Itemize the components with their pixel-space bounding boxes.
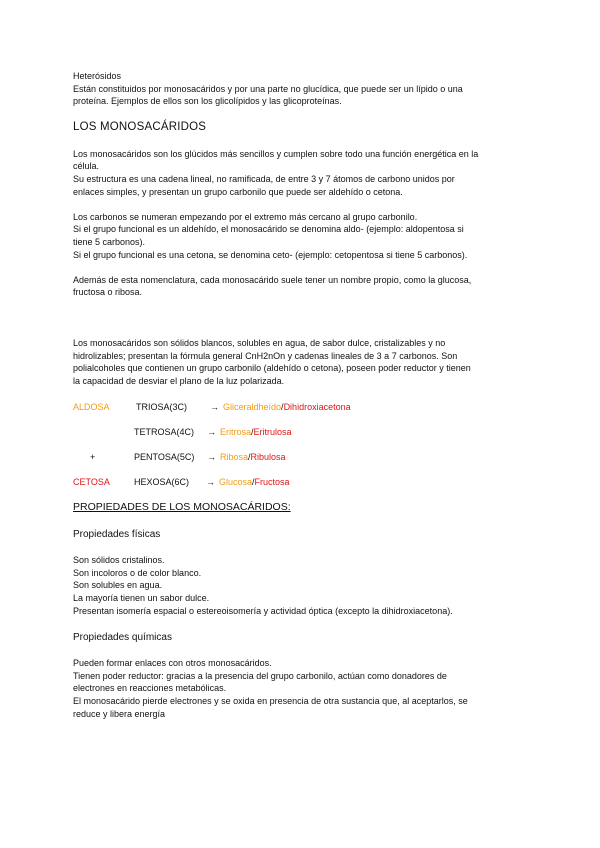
document-page — [73, 70, 533, 720]
arrow: → — [207, 452, 216, 463]
heterosidos-line: Están constituidos por monosacáridos y por una parte no glucídica, que puede ser un lípido o una — [73, 83, 463, 94]
example-a: Eritrosa — [220, 427, 252, 438]
text-line: Además de esta nomenclatura, cada monosacárido suele tener un nombre propio, como la glucosa, — [73, 274, 472, 285]
classification-row — [73, 426, 533, 438]
example-b: Fructosa — [254, 477, 290, 488]
text-line: enlaces simples, y presentan un grupo carbonilo que puede ser aldehído o cetona. — [73, 186, 403, 197]
separator: / — [281, 402, 284, 413]
list-item: La mayoría tienen un sabor dulce. — [73, 593, 210, 604]
paragraph-numeracion — [73, 211, 533, 261]
type-label: PENTOSA(5C) — [134, 452, 195, 463]
example-a: Gliceraldheído — [223, 402, 282, 413]
example-b: Dihidroxiacetona — [283, 402, 351, 413]
paragraph-caracteristicas — [73, 337, 533, 387]
text-line: Si el grupo funcional es una cetona, se denomina ceto- (ejemplo: cetopentosa si tiene 5 carbonos). — [73, 249, 468, 260]
arrow: → — [210, 402, 219, 413]
text-line: hidrolizables; presentan la fórmula general CnH2nOn y cadenas lineales de 3 a 7 carbonos. Son — [73, 350, 458, 361]
text-line: célula. — [73, 161, 100, 172]
section-title-monosacaridos: LOS MONOSACÁRIDOS — [73, 120, 207, 133]
separator: / — [248, 452, 251, 463]
text-line: Los monosacáridos son los glúcidos más sencillos y cumplen sobre todo una función energética en la — [73, 148, 479, 159]
section-title-propiedades: PROPIEDADES DE LOS MONOSACÁRIDOS: — [73, 501, 291, 514]
paragraph-definicion — [73, 148, 533, 198]
list-item: reduce y libera energía — [73, 708, 166, 719]
list-item: Tienen poder reductor: gracias a la presencia del grupo carbonilo, actúan como donadores de — [73, 670, 447, 681]
arrow: → — [207, 427, 216, 438]
heterosidos-title: Heterósidos — [73, 71, 122, 81]
text-line: polialcoholes que contienen un grupo carbonilo (aldehído o cetona), poseen poder reductor y tienen — [73, 363, 471, 374]
text-line: Su estructura es una cadena lineal, no ramificada, de entre 3 y 7 átomos de carbono unidos por — [73, 173, 455, 184]
classification-row — [73, 451, 533, 463]
list-item: Presentan isomería espacial o estereoisomería y actividad óptica (excepto la dihidroxiacetona). — [73, 605, 453, 616]
example-a: Ribosa — [220, 452, 249, 463]
example-a: Glucosa — [219, 477, 253, 488]
text-line: Si el grupo funcional es un aldehído, el monosacárido se denomina aldo- (ejemplo: aldopentosa si — [73, 224, 464, 235]
list-item: Son solubles en agua. — [73, 580, 163, 591]
classification-row — [73, 476, 533, 488]
list-item: Son incoloros o de color blanco. — [73, 567, 202, 578]
text-line: la capacidad de desviar el plano de la luz polarizada. — [73, 375, 285, 386]
classification-row — [73, 401, 533, 413]
list-item: electrones en reacciones metabólicas. — [73, 683, 227, 694]
subtitle-quimicas: Propiedades químicas — [73, 632, 172, 644]
label-plus: + — [90, 452, 96, 463]
subtitle-fisicas: Propiedades físicas — [73, 529, 161, 541]
classification-table — [73, 401, 533, 488]
list-quimicas — [73, 657, 533, 720]
list-item: Pueden formar enlaces con otros monosacáridos. — [73, 658, 272, 669]
label-cetosa: CETOSA — [73, 477, 110, 488]
separator: / — [251, 427, 254, 438]
heterosidos-line: proteína. Ejemplos de ellos son los glicolípidos y las glicoproteínas. — [73, 96, 342, 107]
text-line: Los carbonos se numeran empezando por el extremo más cercano al grupo carbonilo. — [73, 211, 418, 222]
type-label: HEXOSA(6C) — [134, 477, 190, 488]
list-item: El monosacárido pierde electrones y se oxida en presencia de otra sustancia que, al aceptarlos, se — [73, 696, 468, 707]
example-b: Eritrulosa — [253, 427, 292, 438]
example-b: Ribulosa — [250, 452, 286, 463]
text-line: Los monosacáridos son sólidos blancos, solubles en agua, de sabor dulce, cristalizables y no — [73, 337, 446, 348]
label-aldosa: ALDOSA — [73, 402, 110, 413]
type-label: TETROSA(4C) — [134, 427, 195, 438]
arrow: → — [206, 477, 215, 488]
paragraph-nomenclatura — [73, 274, 533, 299]
separator: / — [252, 477, 255, 488]
list-item: Son sólidos cristalinos. — [73, 555, 165, 566]
text-line: fructosa o ribosa. — [73, 287, 143, 298]
type-label: TRIOSA(3C) — [136, 402, 188, 413]
list-fisicas — [73, 554, 533, 617]
text-line: tiene 5 carbonos). — [73, 236, 146, 247]
